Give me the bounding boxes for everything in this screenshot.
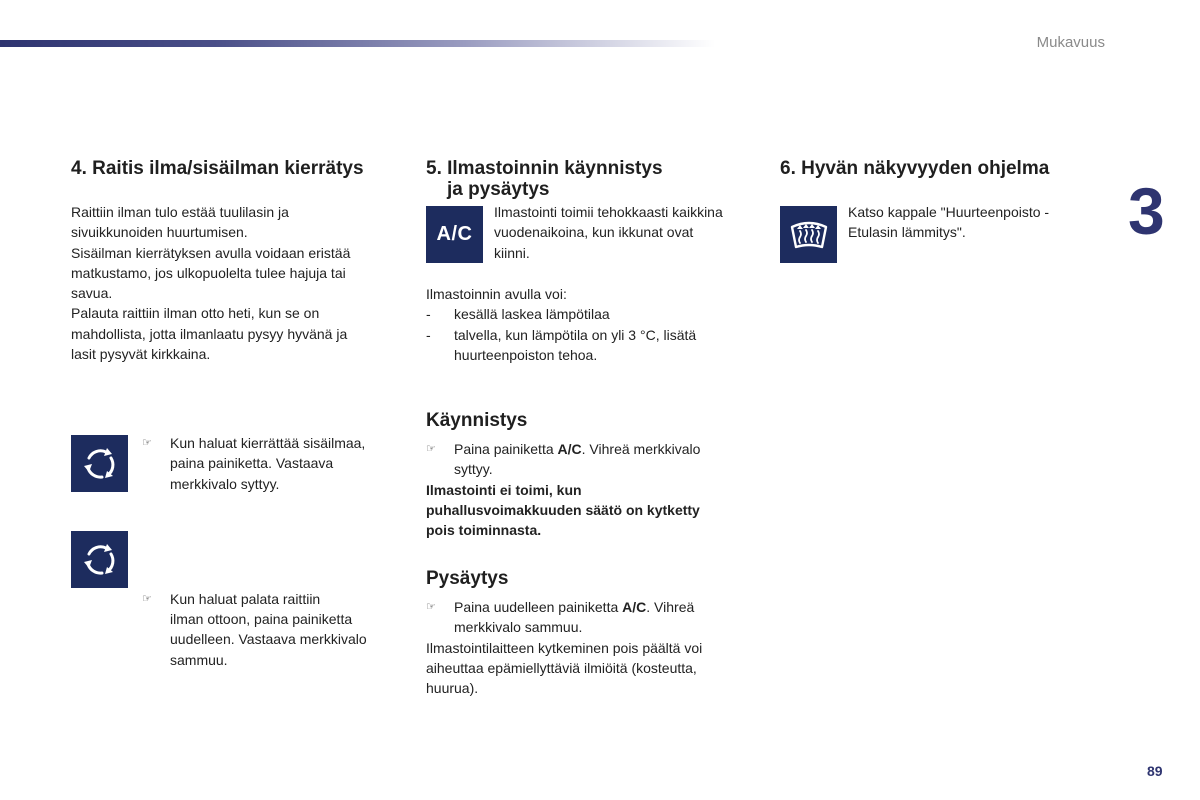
chapter-number: 3 xyxy=(1128,174,1165,248)
recirculation-arrows-icon xyxy=(80,444,120,484)
text-line: sammuu. xyxy=(170,651,228,668)
text-line: vuodenaikoina, kun ikkunat ovat xyxy=(494,224,694,241)
text-line: kiinni. xyxy=(494,244,530,261)
dash-mark: - xyxy=(426,306,431,323)
text-line: pois toiminnasta. xyxy=(426,522,542,539)
text-line: merkkivalo sammuu. xyxy=(454,619,583,636)
text-line: Katso kappale "Huurteenpoisto - xyxy=(848,204,1050,220)
use-item xyxy=(426,325,756,366)
text-line: Raittiin ilman tulo estää tuulilasin ja xyxy=(71,204,289,220)
text-line: uudelleen. Vastaava merkkivalo xyxy=(170,631,367,648)
section-5-title xyxy=(426,158,663,200)
ac-bold-label: A/C xyxy=(622,599,647,615)
text-line xyxy=(454,597,756,617)
stop-block xyxy=(426,597,756,698)
text-line: huurteenpoiston tehoa. xyxy=(454,346,598,363)
text-line: lasit pysyvät kirkkaina. xyxy=(71,346,211,363)
text-line: savua. xyxy=(71,285,113,302)
dash-mark: - xyxy=(426,326,431,343)
page-number: 89 xyxy=(1147,763,1163,779)
text-line: Sisäilman kierrätyksen avulla voidaan eristää xyxy=(71,244,351,261)
text-line: merkkivalo syttyy. xyxy=(170,475,280,492)
text-line: Ilmastoinnin avulla voi: xyxy=(426,286,567,302)
text-line: huurua). xyxy=(426,680,479,697)
fresh-air-step xyxy=(142,589,430,670)
ac-icon-label: A/C xyxy=(436,223,473,245)
text-line: syttyy. xyxy=(454,461,493,478)
text-line: Ilmastointi toimii tehokkaasti kaikkina xyxy=(494,204,723,220)
stop-step xyxy=(426,597,756,638)
text-line: Palauta raittiin ilman otto heti, kun se on xyxy=(71,305,320,322)
text-line: aiheuttaa epämiellyttäviä ilmiöitä (kosteutta, xyxy=(426,659,697,676)
title-line: ja pysäytys xyxy=(447,179,550,200)
text-line: matkustamo, jos ulkopuolelta tulee hajuja tai xyxy=(71,264,346,281)
text-line: ilman ottoon, paina painiketta xyxy=(170,611,353,628)
start-block xyxy=(426,439,756,540)
windscreen-demist-icon xyxy=(788,217,830,253)
section-6-title: 6. Hyvän näkyvyyden ohjelma xyxy=(780,158,1050,179)
text-span: Paina uudelleen painiketta xyxy=(454,599,623,615)
text-line xyxy=(454,439,756,459)
section-4-intro xyxy=(71,202,401,364)
bullet-icon: ☞ xyxy=(142,592,152,605)
start-warning xyxy=(426,480,756,541)
text-line: Kun haluat kierrättää sisäilmaa, xyxy=(170,435,366,451)
text-span: . Vihreä merkkivalo xyxy=(581,441,701,457)
start-step xyxy=(426,439,756,480)
fresh-air-button-icon xyxy=(71,531,128,588)
text-line: Ilmastointilaitteen kytkeminen pois päältä voi xyxy=(426,639,703,656)
text-line: kesällä laskea lämpötilaa xyxy=(454,306,610,323)
bullet-icon: ☞ xyxy=(426,601,436,613)
text-line: mahdollista, jotta ilmanlaatu pysyy hyvänä ja xyxy=(71,325,348,342)
bullet-icon: ☞ xyxy=(142,437,152,449)
text-line: puhallusvoimakkuuden säätö on kytketty xyxy=(426,501,700,518)
ac-bold-label: A/C xyxy=(557,441,582,457)
start-heading: Käynnistys xyxy=(426,410,528,431)
text-line: Etulasin lämmitys". xyxy=(848,224,966,241)
ac-uses xyxy=(426,284,756,365)
visibility-button-icon xyxy=(780,206,837,263)
header-gradient-bar xyxy=(0,40,715,47)
text-span: Paina painiketta xyxy=(454,441,558,457)
text-line: talvella, kun lämpötila on yli 3 °C, lisätä xyxy=(454,326,697,343)
text-line: paina painiketta. Vastaava xyxy=(170,455,334,472)
stop-note xyxy=(426,638,756,699)
recirculation-arrows-icon xyxy=(80,540,120,580)
recirculation-step xyxy=(142,433,430,494)
visibility-description xyxy=(848,202,1108,243)
ac-button-icon xyxy=(426,206,483,263)
section-4-title: 4. Raitis ilma/sisäilman kierrätys xyxy=(71,158,364,179)
text-line: Kun haluat palata raittiin xyxy=(170,590,321,607)
stop-heading: Pysäytys xyxy=(426,568,509,589)
text-line: sivuikkunoiden huurtumisen. xyxy=(71,224,248,241)
use-item xyxy=(426,304,756,324)
ac-description xyxy=(494,202,759,263)
section-title: Mukavuus xyxy=(1036,34,1105,51)
title-line: 5. Ilmastoinnin käynnistys xyxy=(426,158,663,179)
text-line: Ilmastointi ei toimi, kun xyxy=(426,481,582,498)
recirculation-button-icon xyxy=(71,435,128,492)
text-span: . Vihreä xyxy=(646,599,695,615)
bullet-icon: ☞ xyxy=(426,443,436,455)
